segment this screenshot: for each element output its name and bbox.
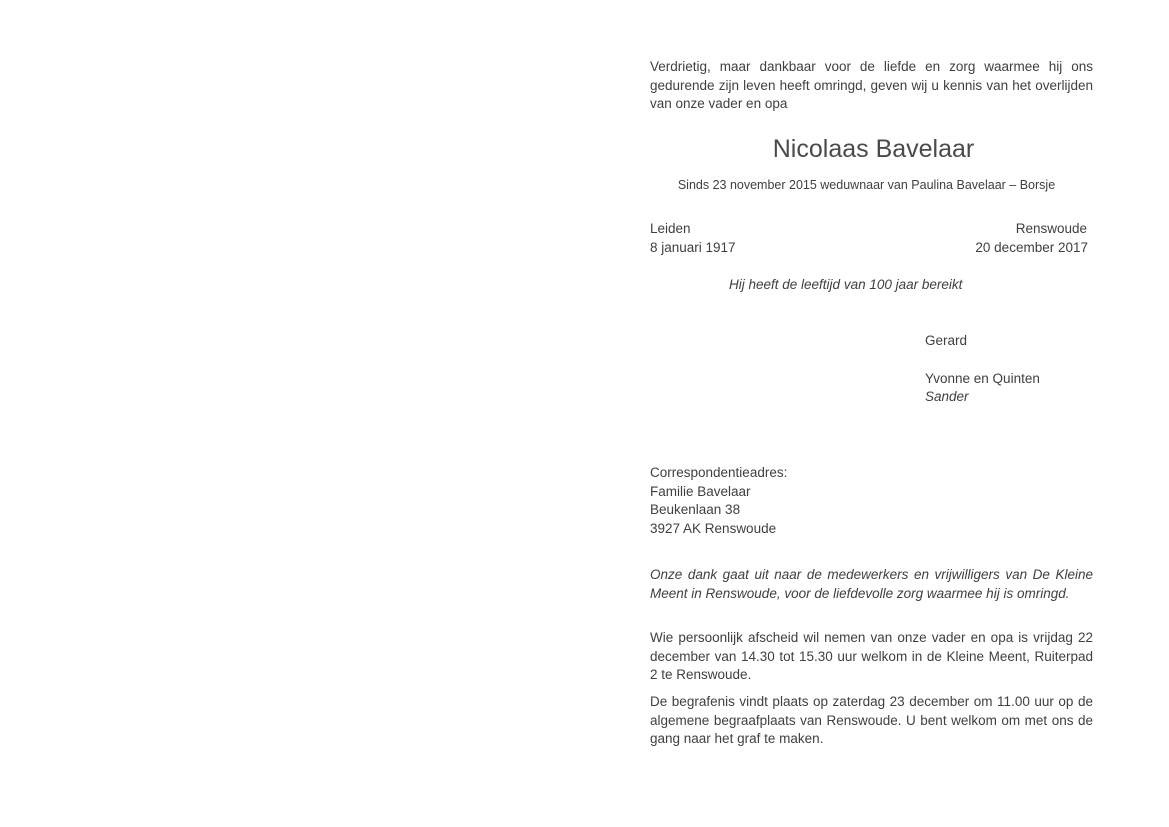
correspondence-label: Correspondentieadres: <box>650 465 788 480</box>
death-place: Renswoude <box>1015 221 1087 236</box>
birth-place: Leiden <box>650 221 691 236</box>
correspondence-line: 3927 AK Renswoude <box>650 520 777 536</box>
correspondence-line: Familie Bavelaar <box>650 483 751 499</box>
death-date: 20 december 2017 <box>975 240 1088 255</box>
correspondence-line: Beukenlaan 38 <box>650 502 741 517</box>
widower-line: Sinds 23 november 2015 weduwnaar van Paulina Bavelaar – Borsje <box>677 178 1056 192</box>
birth-date: 8 januari 1917 <box>650 240 736 255</box>
correspondence-block <box>650 464 1093 538</box>
family-grandchildren: Yvonne en Quinten <box>925 371 1040 386</box>
thanks-paragraph: Onze dank gaat uit naar de medewerkers en vrijwilligers van De Kleine Meent in Renswoude, voor de liefdevolle zorg waarmee hij is omringd. <box>650 567 1093 601</box>
age-line: Hij heeft de leeftijd van 100 jaar bereikt <box>729 277 963 292</box>
deceased-name: Nicolaas Bavelaar <box>772 135 975 163</box>
funeral-paragraph: De begrafenis vindt plaats op zaterdag 23 december om 11.00 uur op de algemene begraafplaats van Renswoude. U bent welkom om met ons de gang naar het graf te maken. <box>650 694 1093 746</box>
intro-paragraph: Verdrietig, maar dankbaar voor de liefde en zorg waarmee hij ons gedurende zijn leven heeft omringd, geven wij u kennis van het overlijden van onze vader en opa <box>650 59 1093 111</box>
farewell-paragraph: Wie persoonlijk afscheid wil nemen van onze vader en opa is vrijdag 22 december van 14.30 tot 15.30 uur welkom in de Kleine Meent, Ruiterpad 2 te Renswoude. <box>650 630 1093 682</box>
family-child: Gerard <box>925 333 968 348</box>
family-great-grandchild: Sander <box>925 389 969 404</box>
